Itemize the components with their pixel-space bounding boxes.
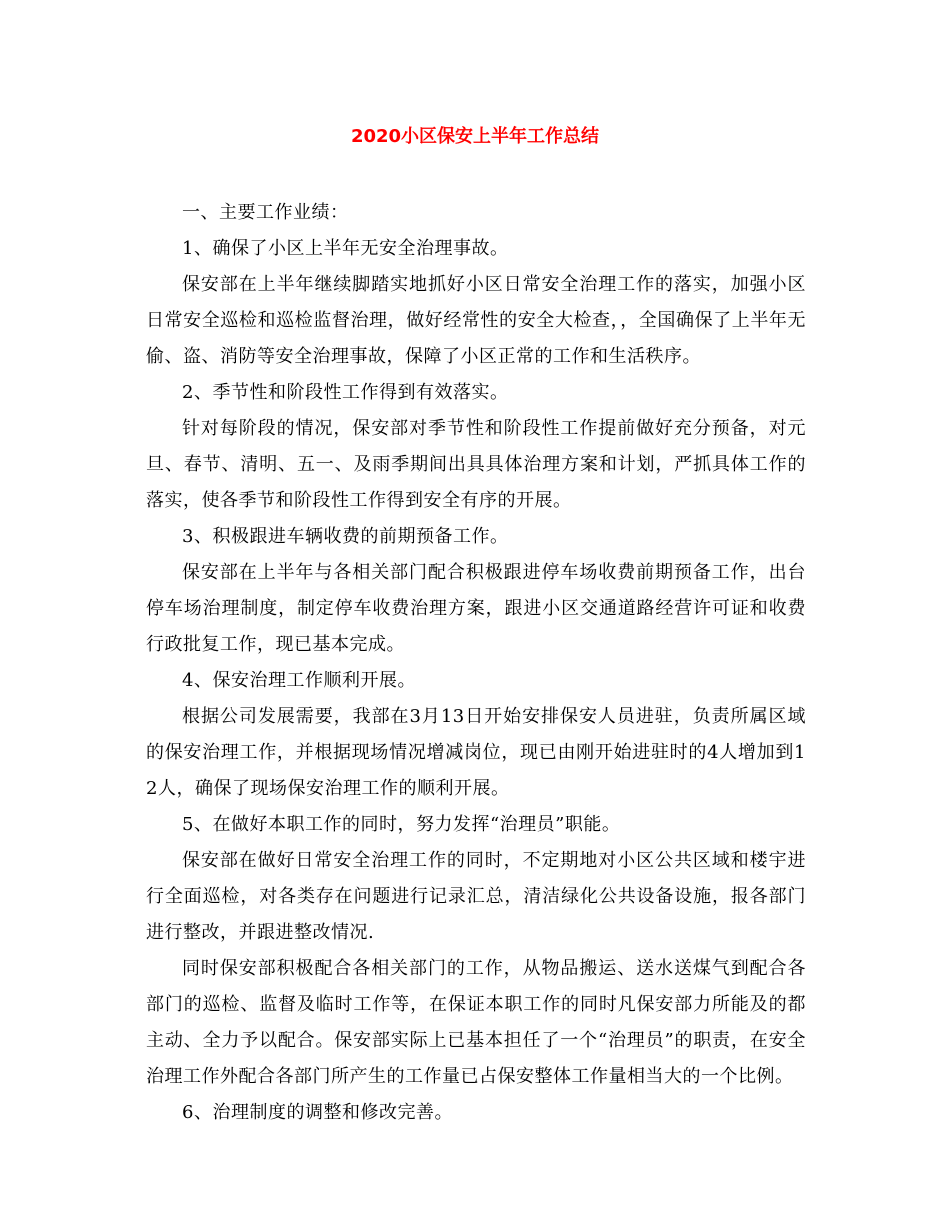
body-paragraph: 针对每阶段的情况，保安部对季节性和阶段性工作提前做好充分预备，对元旦、春节、清明、五一、及雨季期间出具具体治理方案和计划，严抓具体工作的落实，使各季节和阶段性工作得到安全有序的开展。 [146, 418, 806, 511]
body-paragraph: 保安部在上半年与各相关部门配合积极跟进停车场收费前期预备工作，出台停车场治理制度，制定停车收费治理方案，跟进小区交通道路经营许可证和收费行政批复工作，现已基本完成。 [146, 562, 806, 655]
item-heading: 4、保安治理工作顺利开展。 [182, 670, 416, 691]
body-paragraph: 保安部在上半年继续脚踏实地抓好小区日常安全治理工作的落实，加强小区日常安全巡检和巡检监督治理，做好经常性的安全大检查，，全国确保了上半年无偷、盗、消防等安全治理事故，保障了小区正常的工作和生活秩序。 [146, 274, 806, 367]
item-heading: 3、积极跟进车辆收费的前期预备工作。 [182, 526, 509, 547]
item-heading: 5、在做好本职工作的同时，努力发挥“治理员”职能。 [182, 814, 621, 835]
document-title: 2020小区保安上半年工作总结 [350, 126, 600, 147]
item-heading: 2、季节性和阶段性工作得到有效落实。 [182, 382, 509, 403]
body-paragraph: 保安部在做好日常安全治理工作的同时，不定期地对小区公共区域和楼宇进行全面巡检，对各类存在问题进行记录汇总，清洁绿化公共设备设施，报各部门进行整改，并跟进整改情况. [146, 850, 806, 943]
body-paragraph: 同时保安部积极配合各相关部门的工作，从物品搬运、送水送煤气到配合各部门的巡检、监督及临时工作等，在保证本职工作的同时凡保安部力所能及的都主动、全力予以配合。保安部实际上已基本担任了一个“治理员”的职责，在安全治理工作外配合各部门所产生的工作量已占保安整体工作量相当大的一个比例。 [146, 958, 806, 1087]
item-heading: 6、治理制度的调整和修改完善。 [182, 1102, 453, 1123]
item-heading: 1、确保了小区上半年无安全治理事故。 [182, 238, 509, 259]
body-paragraph: 根据公司发展需要，我部在3月13日开始安排保安人员进驻，负责所属区域的保安治理工作，并根据现场情况增减岗位，现已由刚开始进驻时的4人增加到12人，确保了现场保安治理工作的顺利开展。 [146, 706, 806, 799]
document-body [146, 195, 806, 1131]
section-heading: 一、主要工作业绩： [182, 202, 349, 223]
